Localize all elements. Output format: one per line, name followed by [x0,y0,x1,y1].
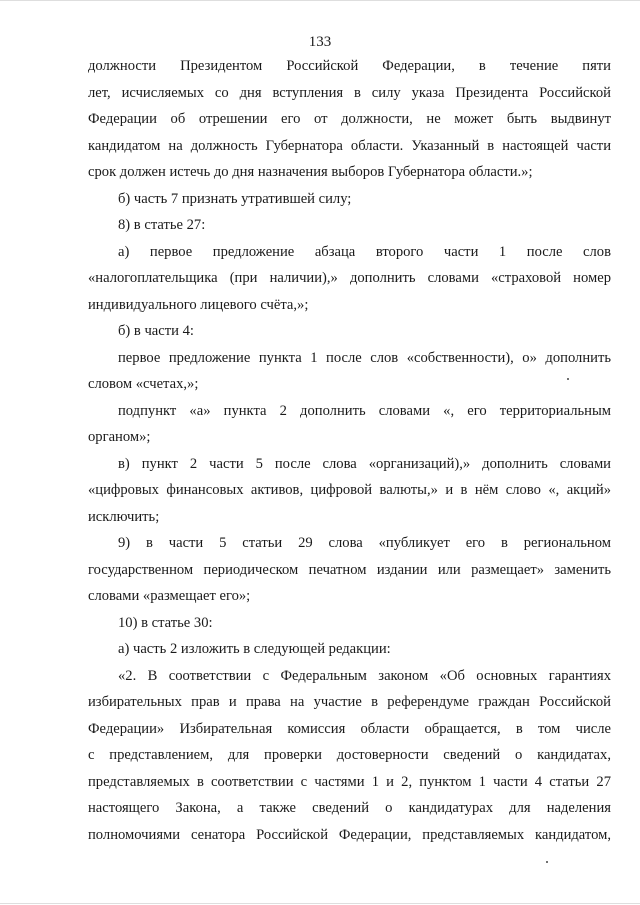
text-line: Федерации об отрешении его от должности, не может быть выдвинут [88,111,611,127]
document-body [88,53,611,848]
text-line: кандидатом на должность Губернатора области. Указанный в настоящей части [88,137,611,154]
text-line: индивидуального лицевого счёта,»; [88,296,309,313]
page-number: 133 [308,34,332,50]
text-line: первое предложение пункта 1 после слов «собственности), о» дополнить [118,349,611,366]
scan-top-edge [0,0,640,1]
text-line: полномочиями сенатора Российской Федерации, представляемых кандидатом, [88,826,611,843]
text-line: б) часть 7 признать утратившей силу; [118,190,352,207]
text-line: подпункт «а» пункта 2 дополнить словами «, его территориальным [118,402,611,419]
text-line: исключить; [88,508,160,525]
text-line: государственном периодическом печатном издании или размещает» заменить [88,561,611,578]
scan-bottom-edge [0,903,640,904]
text-line: избирательных прав и права на участие в референдуме граждан Российской [88,694,611,710]
text-line: словом «счетах,»; [88,376,199,392]
text-line: 10) в статье 30: [118,614,213,631]
text-line: б) в части 4: [118,323,194,339]
text-line: в) пункт 2 части 5 после слова «организаций),» дополнить словами [118,455,611,472]
text-line: а) часть 2 изложить в следующей редакции: [118,641,391,657]
text-line: настоящего Закона, а также сведений о кандидатурах для наделения [88,800,611,816]
text-line: представляемых в соответствии с частями 1 и 2, пунктом 1 части 4 статьи 27 [88,773,611,790]
text-line: 8) в статье 27: [118,217,206,233]
text-line: срок должен истечь до дня назначения выборов Губернатора области.»; [88,164,533,180]
text-line: органом»; [88,429,151,445]
text-line: «2. В соответствии с Федеральным законом «Об основных гарантиях [118,667,611,684]
text-line: «цифровых финансовых активов, цифровой валюты,» и в нём слово «, акций» [88,482,611,498]
text-line: должности Президентом Российской Федерации, в течение пяти [88,58,611,74]
text-line: а) первое предложение абзаца второго части 1 после слов [118,243,611,260]
text-line: «налогоплательщика (при наличии),» дополнить словами «страховой номер [88,270,611,286]
text-line: Федерации» Избирательная комиссия области обращается, в том числе [88,720,611,737]
scan-speck [546,861,548,863]
text-line: с представлением, для проверки достоверности сведений о кандидатах, [88,747,611,763]
scan-speck [567,378,569,380]
text-line: словами «размещает его»; [88,588,251,604]
text-line: 9) в части 5 статьи 29 слова «публикует его в региональном [118,535,611,551]
text-line: лет, исчисляемых со дня вступления в силу указа Президента Российской [88,84,611,101]
